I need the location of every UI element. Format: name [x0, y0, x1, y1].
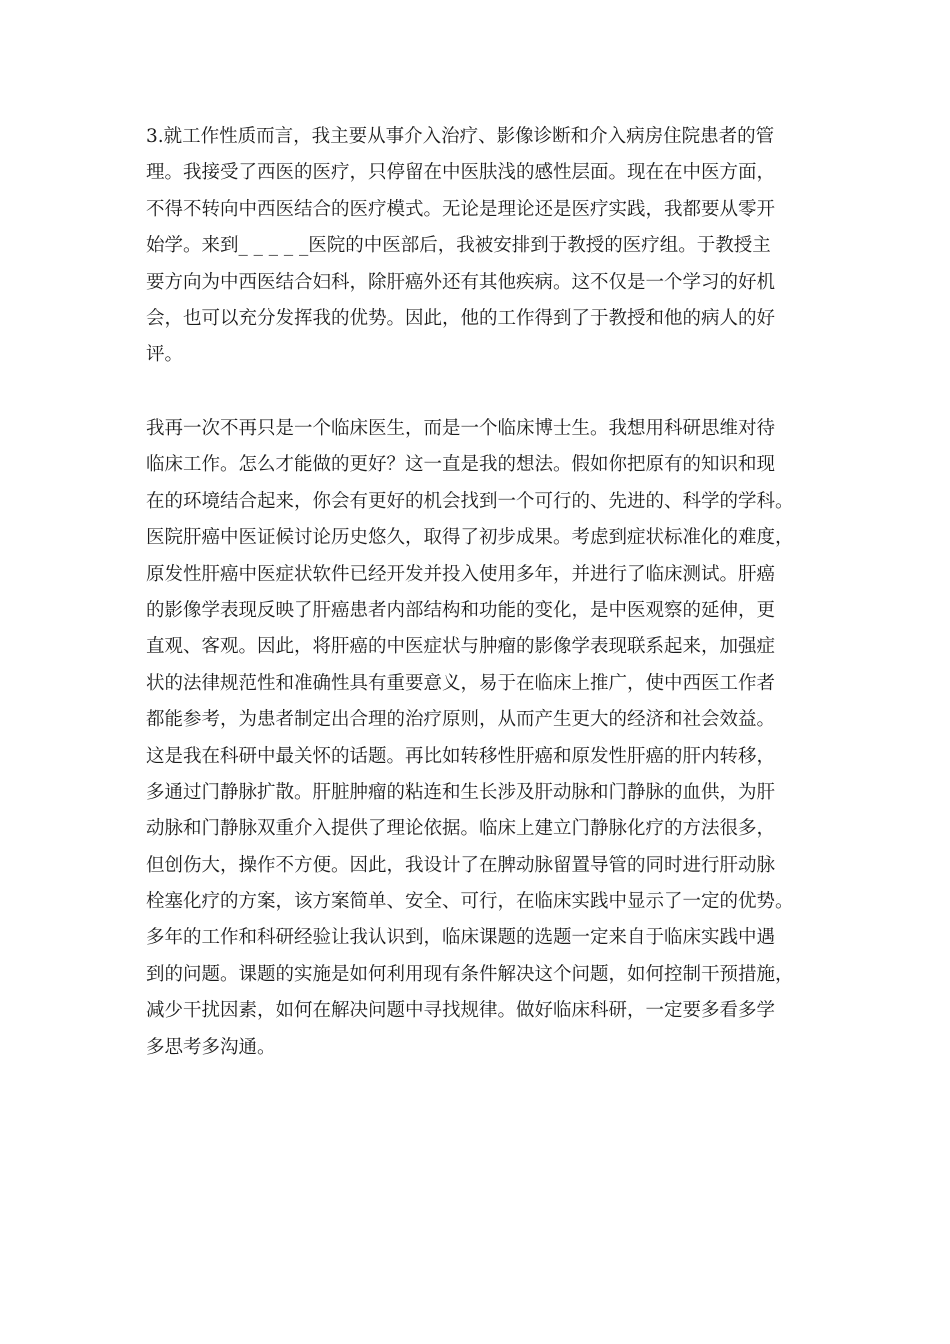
text-line: 我再一次不再只是一个临床医生，而是一个临床博士生。我想用科研思维对待: [146, 418, 776, 439]
paragraph-clinical-research: [146, 411, 816, 1066]
text-line: 评。: [146, 344, 184, 366]
text-line: 都能参考，为患者制定出合理的治疗原则，从而产生更大的经济和社会效益。: [146, 709, 776, 731]
text-line: 状的法律规范性和准确性具有重要意义，易于在临床上推广，使中西医工作者: [146, 672, 776, 694]
text-line: 这是我在科研中最关怀的话题。再比如转移性肝癌和原发性肝癌的肝内转移，: [146, 745, 776, 767]
text-line: 要方向为中西医结合妇科，除肝癌外还有其他疾病。这不仅是一个学习的好机: [146, 271, 776, 293]
text-line: 始学。来到_ _ _ _ _医院的中医部后，我被安排到于教授的医疗组。于教授主: [146, 235, 771, 257]
text-line: 多年的工作和科研经验让我认识到，临床课题的选题一定来自于临床实践中遇: [146, 927, 776, 949]
text-line: 多通过门静脉扩散。肝脏肿瘤的粘连和生长涉及肝动脉和门静脉的血供，为肝: [146, 781, 776, 803]
text-line: 直观、客观。因此，将肝癌的中医症状与肿瘤的影像学表现联系起来，加强症: [146, 636, 776, 658]
text-line: 理。我接受了西医的医疗，只停留在中医肤浅的感性层面。现在在中医方面，: [146, 162, 776, 184]
text-line: 医院肝癌中医证候讨论历史悠久，取得了初步成果。考虑到症状标准化的难度，: [146, 527, 794, 549]
text-line: 在的环境结合起来，你会有更好的机会找到一个可行的、先进的、科学的学科。: [146, 490, 794, 512]
text-line: 减少干扰因素，如何在解决问题中寻找规律。做好临床科研，一定要多看多学: [146, 1000, 776, 1022]
text-line: 不得不转向中西医结合的医疗模式。无论是理论还是医疗实践，我都要从零开: [146, 198, 776, 220]
text-line: 原发性肝癌中医症状软件已经开发并投入使用多年，并进行了临床测试。肝癌: [146, 563, 776, 585]
text-line: 会，也可以充分发挥我的优势。因此，他的工作得到了于教授和他的病人的好: [146, 307, 776, 329]
text-line: 动脉和门静脉双重介入提供了理论依据。临床上建立门静脉化疗的方法很多，: [146, 818, 776, 840]
text-line: 到的问题。课题的实施是如何利用现有条件解决这个问题，如何控制干预措施，: [146, 963, 794, 985]
text-line: 临床工作。怎么才能做的更好？这一直是我的想法。假如你把原有的知识和现: [146, 454, 776, 476]
text-line: 的影像学表现反映了肝癌患者内部结构和功能的变化，是中医观察的延伸，更: [146, 599, 776, 621]
text-line: 多思考多沟通。: [146, 1036, 276, 1058]
text-line: 栓塞化疗的方案，该方案简单、安全、可行，在临床实践中显示了一定的优势。: [146, 891, 794, 913]
text-line: 3.就工作性质而言，我主要从事介入治疗、影像诊断和介入病房住院患者的管: [146, 126, 775, 147]
text-line: 但创伤大，操作不方便。因此，我设计了在脾动脉留置导管的同时进行肝动脉: [146, 854, 776, 876]
paragraph-work-nature: [146, 119, 816, 374]
